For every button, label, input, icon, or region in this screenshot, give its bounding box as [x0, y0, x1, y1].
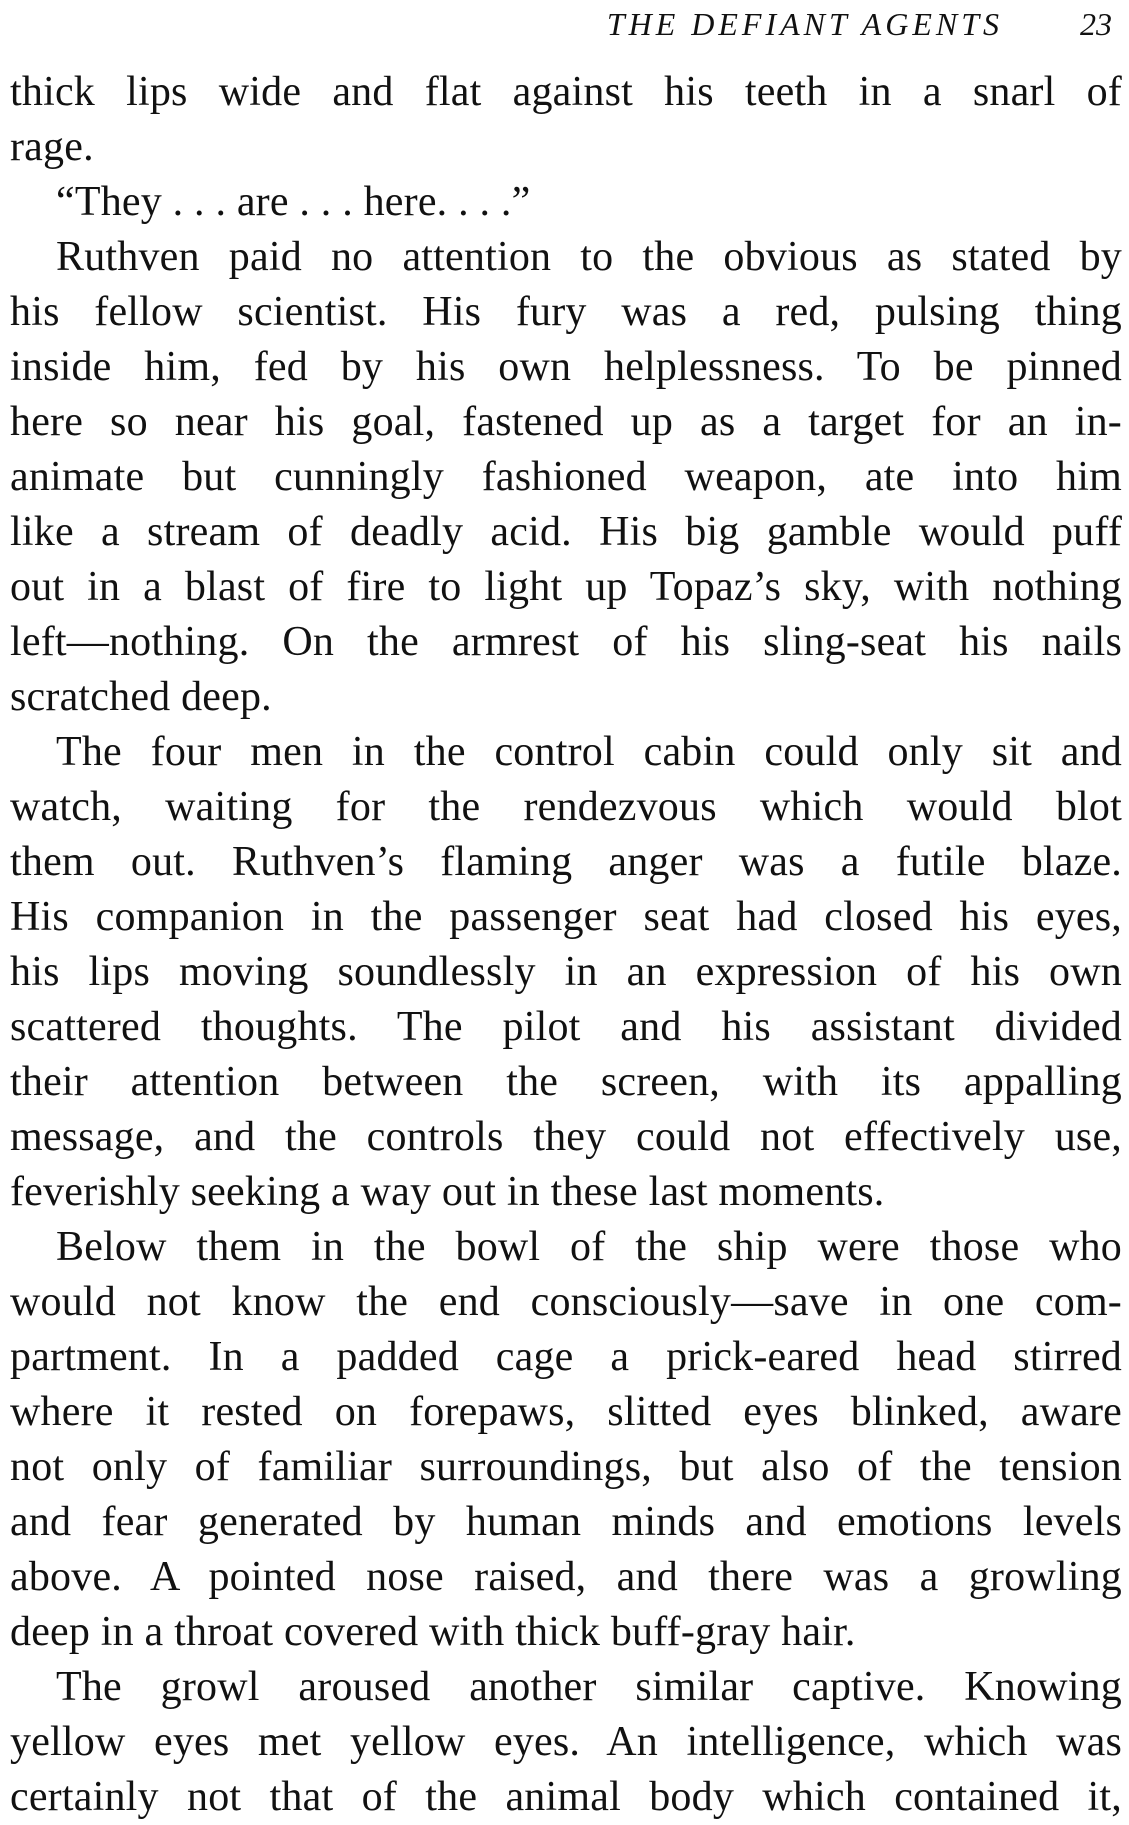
text-line: yellow eyes met yellow eyes. An intelligence, which was: [10, 1719, 1122, 1765]
text-line: like a stream of deadly acid. His big gamble would puff: [10, 509, 1122, 555]
text-line: The four men in the control cabin could only sit and: [56, 729, 1122, 775]
text-line: left—nothing. On the armrest of his sling-seat his nails: [10, 619, 1122, 665]
text-line: not only of familiar surroundings, but also of the tension: [10, 1444, 1122, 1490]
text-line: and fear generated by human minds and emotions levels: [10, 1499, 1122, 1545]
body-text: [10, 65, 1122, 1825]
text-line: The growl aroused another similar captive. Knowing: [56, 1664, 1122, 1710]
text-line: them out. Ruthven’s flaming anger was a futile blaze.: [10, 839, 1122, 885]
text-line: partment. In a padded cage a prick-eared head stirred: [10, 1334, 1122, 1380]
text-line: his fellow scientist. His fury was a red, pulsing thing: [10, 289, 1122, 335]
text-line: would not know the end consciously—save in one com-: [10, 1279, 1122, 1325]
text-line: rage.: [10, 124, 94, 170]
text-line: scratched deep.: [10, 674, 272, 720]
page-header: [0, 4, 1120, 44]
text-line: feverishly seeking a way out in these last moments.: [10, 1169, 885, 1215]
text-line: out in a blast of fire to light up Topaz’s sky, with nothing: [10, 564, 1122, 610]
text-line: Below them in the bowl of the ship were those who: [56, 1224, 1122, 1270]
text-line: here so near his goal, fastened up as a target for an in-: [10, 399, 1122, 445]
text-line: animate but cunningly fashioned weapon, ate into him: [10, 454, 1122, 500]
text-line: inside him, fed by his own helplessness. To be pinned: [10, 344, 1122, 390]
text-line: message, and the controls they could not effectively use,: [10, 1114, 1122, 1160]
text-line: Ruthven paid no attention to the obvious as stated by: [56, 234, 1122, 280]
text-line: watch, waiting for the rendezvous which would blot: [10, 784, 1122, 830]
text-line: His companion in the passenger seat had closed his eyes,: [10, 894, 1122, 940]
text-line: where it rested on forepaws, slitted eyes blinked, aware: [10, 1389, 1122, 1435]
page-number: 23: [1080, 6, 1112, 42]
text-line: scattered thoughts. The pilot and his assistant divided: [10, 1004, 1122, 1050]
text-line: deep in a throat covered with thick buff-gray hair.: [10, 1609, 856, 1655]
text-line: “They . . . are . . . here. . . .”: [56, 179, 531, 225]
text-line: certainly not that of the animal body which contained it,: [10, 1774, 1122, 1820]
text-line: thick lips wide and flat against his teeth in a snarl of: [10, 69, 1122, 115]
text-line: their attention between the screen, with its appalling: [10, 1059, 1122, 1105]
text-line: above. A pointed nose raised, and there was a growling: [10, 1554, 1122, 1600]
running-head: THE DEFIANT AGENTS: [606, 6, 1003, 42]
text-line: his lips moving soundlessly in an expression of his own: [10, 949, 1122, 995]
